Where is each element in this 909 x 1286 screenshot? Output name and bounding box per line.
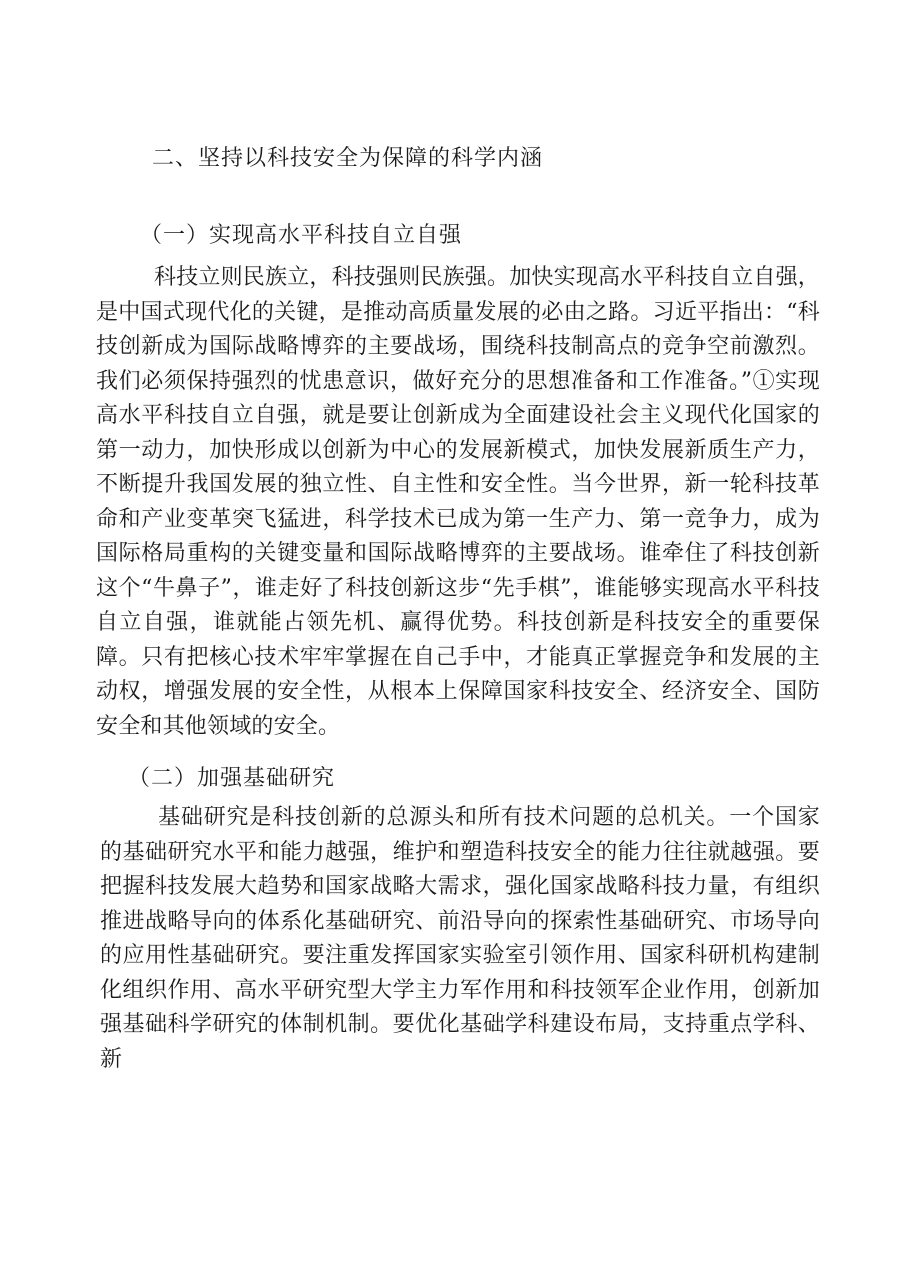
subsection-heading-2: （二）加强基础研究 — [128, 766, 336, 791]
section-heading: 二、坚持以科技安全为保障的科学内涵 — [152, 146, 544, 171]
body-paragraph-1: 科技立则民族立，科技强则民族强。加快实现高水平科技自立自强，是中国式现代化的关键，是推动高质量发展的必由之路。习近平指出：“科技创新成为国际战略博弈的主要战场，围绕科技制高点的竞争空前激烈。我们必须保持强烈的忧患意识，做好充分的思想准备和工作准备。”①实现高水平科技自立自强，就是要让创新成为全面建设社会主义现代化国家的第一动力，加快形成以创新为中心的发展新模式，加快发展新质生产力，不断提升我国发展的独立性、自主性和安全性。当今世界，新一轮科技革命和产业变革突飞猛进，科学技术已成为第一生产力、第一竞争力，成为国际格局重构的关键变量和国际战略博弈的主要战场。谁牵住了科技创新这个“牛鼻子”，谁走好了科技创新这步“先手棋”，谁能够实现高水平科技自立自强，谁就能占领先机、赢得优势。科技创新是科技安全的重要保障。只有把核心技术牢牢掌握在自己手中，才能真正掌握竞争和发展的主动权，增强发展的安全性，从根本上保障国家科技安全、经济安全、国防安全和其他领域的安全。 — [96, 265, 821, 739]
subsection-heading-1: （一）实现高水平科技自立自强 — [140, 223, 463, 248]
body-paragraph-2: 基础研究是科技创新的总源头和所有技术问题的总机关。一个国家的基础研究水平和能力越强，维护和塑造科技安全的能力往往就越强。要把握科技发展大趋势和国家战略大需求，强化国家战略科技力量，有组织推进战略导向的体系化基础研究、前沿导向的探索性基础研究、市场导向的应用性基础研究。要注重发挥国家实验室引领作用、国家科研机构建制化组织作用、高水平研究型大学主力军作用和科技领军企业作用，创新加强基础科学研究的体制机制。要优化基础学科建设布局，支持重点学科、新 — [100, 805, 820, 1072]
